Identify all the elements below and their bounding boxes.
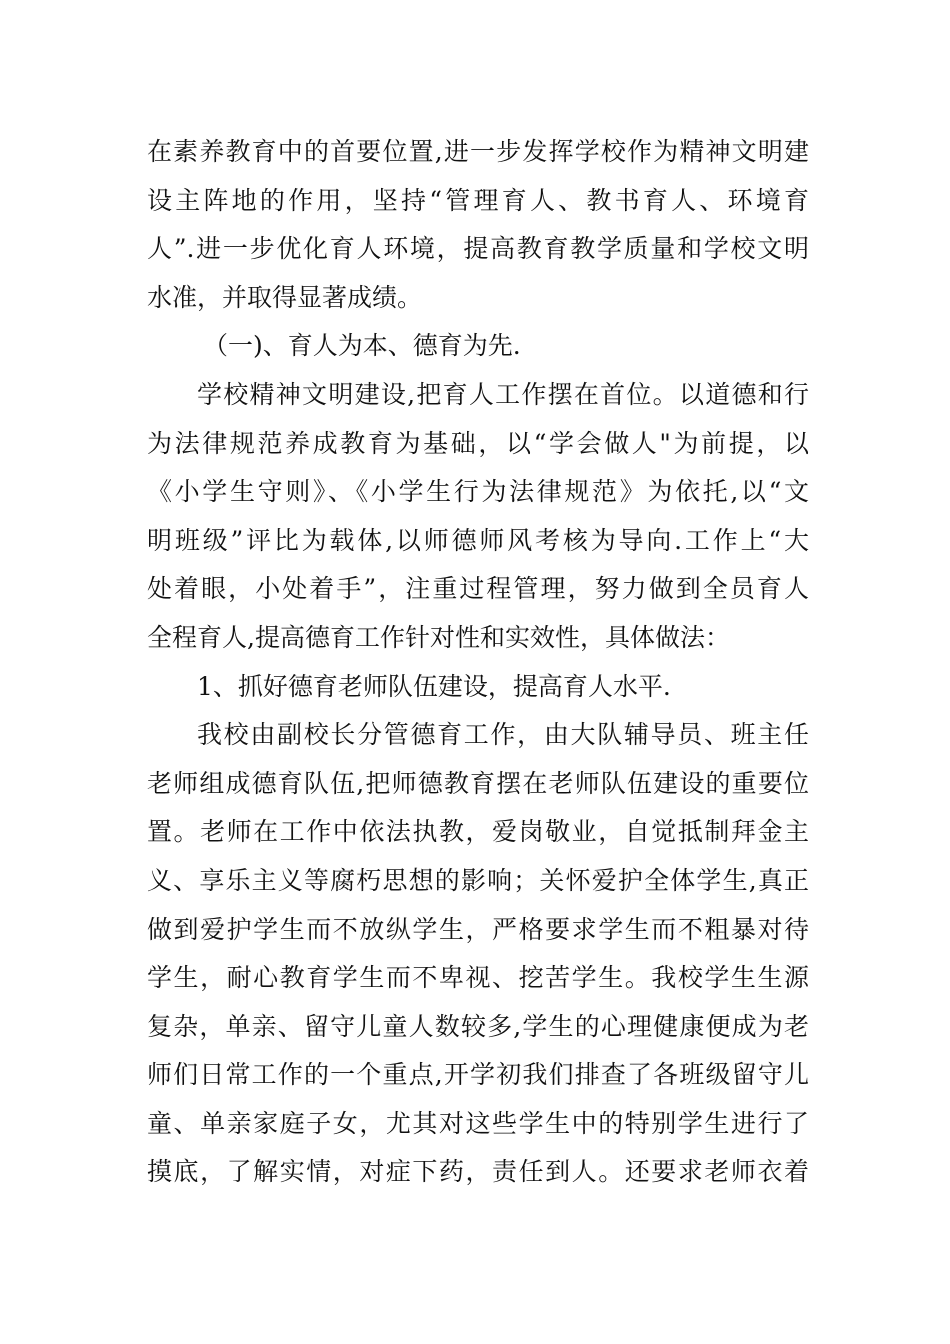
text-line: 学校精神文明建设,把育人工作摆在首位。以道德和行 bbox=[197, 379, 809, 409]
text-line: 全程育人,提高德育工作针对性和实效性，具体做法： bbox=[147, 622, 730, 652]
text-line: 明班级”评比为载体,以师德师风考核为导向.工作上“大 bbox=[147, 525, 809, 555]
text-line: 在素养教育中的首要位置,进一步发挥学校作为精神文明建 bbox=[147, 137, 809, 166]
text-line: 做到爱护学生而不放纵学生，严格要求学生而不粗暴对待 bbox=[147, 914, 809, 944]
text-line: 水准，并取得显著成绩。 bbox=[147, 282, 423, 312]
text-line: 师们日常工作的一个重点,开学初我们排查了各班级留守儿 bbox=[147, 1060, 809, 1090]
text-line: 复杂，单亲、留守儿童人数较多,学生的心理健康便成为老 bbox=[147, 1011, 809, 1041]
text-line: 为法律规范养成教育为基础，以“学会做人"为前提，以 bbox=[147, 428, 809, 458]
text-line: 置。老师在工作中依法执教，爱岗敬业，自觉抵制拜金主 bbox=[147, 817, 809, 847]
section-heading: （一)、育人为本、德育为先. bbox=[203, 331, 521, 361]
text-line: 学生，耐心教育学生而不卑视、挖苦学生。我校学生生源 bbox=[147, 963, 809, 993]
subsection-heading: 1、抓好德育老师队伍建设，提高育人水平. bbox=[197, 671, 671, 701]
text-line: 老师组成德育队伍,把师德教育摆在老师队伍建设的重要位 bbox=[147, 768, 809, 798]
document-body bbox=[147, 128, 809, 1197]
text-line: 人”.进一步优化育人环境，提高教育教学质量和学校文明 bbox=[147, 234, 809, 264]
text-line: 处着眼，小处着手”，注重过程管理，努力做到全员育人 bbox=[147, 574, 809, 604]
text-line: 设主阵地的作用，坚持“管理育人、教书育人、环境育 bbox=[147, 185, 809, 215]
text-line: 义、享乐主义等腐朽思想的影响；关怀爱护全体学生,真正 bbox=[147, 865, 809, 895]
text-line: 《小学生守则》、《小学生行为法律规范》为依托,以“文 bbox=[147, 477, 809, 507]
text-line: 摸底，了解实情，对症下药，责任到人。还要求老师衣着 bbox=[147, 1157, 809, 1187]
text-line: 我校由副校长分管德育工作，由大队辅导员、班主任 bbox=[197, 720, 809, 750]
text-line: 童、单亲家庭子女，尤其对这些学生中的特别学生进行了 bbox=[147, 1108, 809, 1138]
